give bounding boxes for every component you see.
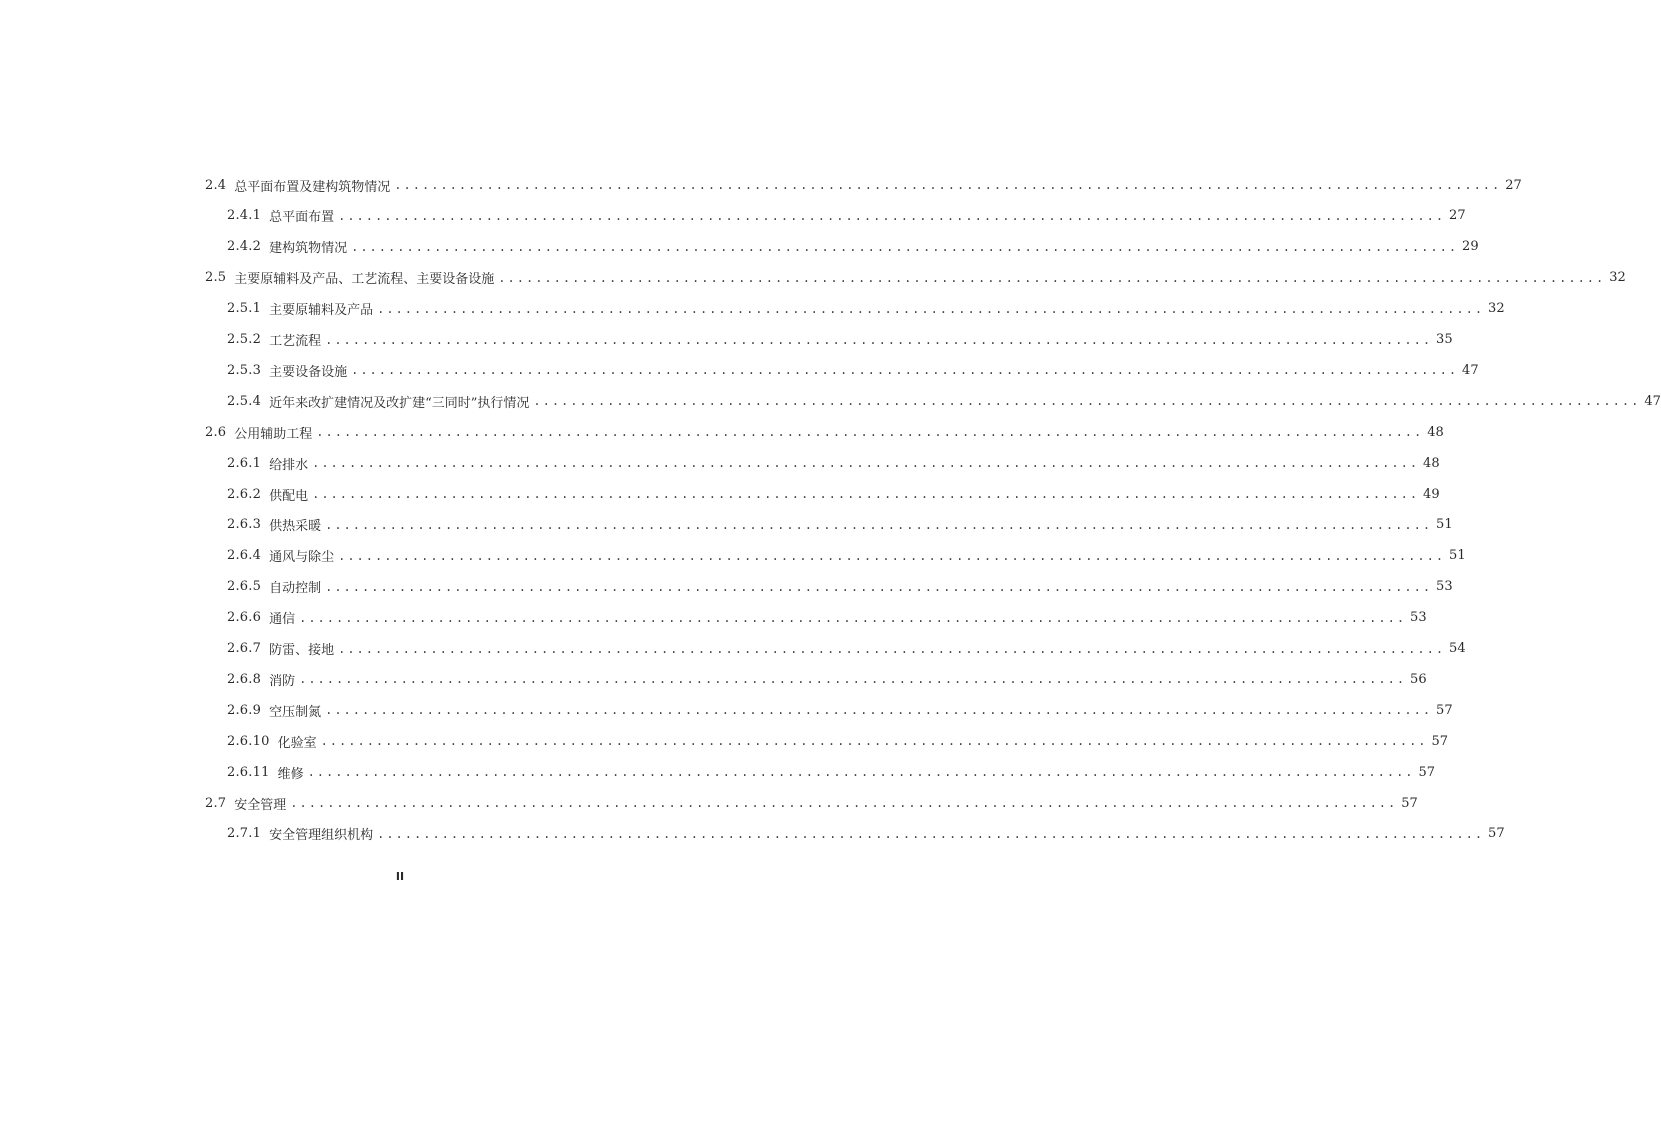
toc-entry-title: 主要原辅料及产品	[269, 303, 374, 319]
toc-dot-leader: ........................................................................................................................	[338, 208, 1446, 223]
toc-entry-page: 47	[1644, 393, 1661, 409]
toc-entry-title: 总平面布置及建构筑物情况	[234, 179, 391, 195]
toc-entry-number: 2.6.6	[227, 610, 262, 626]
toc-entry-number: 2.4.2	[227, 239, 262, 255]
toc-entry-page: 57	[1401, 795, 1418, 811]
page-number-footer: II	[395, 870, 405, 883]
toc-entry-page: 32	[1488, 301, 1505, 317]
toc-entry[interactable]	[227, 572, 1453, 602]
toc-entry-page: 57	[1431, 733, 1449, 749]
toc-dot-leader: ........................................................................................................................	[338, 641, 1446, 656]
toc-dot-leader: ........................................................................................................................	[299, 610, 1407, 625]
toc-entry-page: 56	[1410, 671, 1427, 687]
toc-entry-page: 27	[1505, 177, 1522, 193]
toc-dot-leader: ........................................................................................................................	[533, 394, 1641, 409]
toc-entry-title: 安全管理	[234, 797, 287, 813]
toc-entry-page: 51	[1436, 517, 1453, 533]
toc-entry-number: 2.5.3	[227, 362, 262, 378]
toc-dot-leader: ........................................................................................................................	[312, 487, 1420, 501]
toc-dot-leader: ........................................................................................................................	[325, 332, 1433, 347]
toc-entry[interactable]	[227, 448, 1440, 478]
toc-entry[interactable]	[205, 417, 1444, 447]
toc-entry-page: 29	[1462, 239, 1479, 255]
toc-entry-title: 通风与除尘	[269, 550, 335, 566]
toc-entry[interactable]	[227, 695, 1453, 725]
toc-entry-title: 供配电	[269, 488, 309, 504]
toc-entry[interactable]	[227, 726, 1449, 756]
toc-entry-page: 57	[1488, 826, 1505, 842]
toc-entry[interactable]	[227, 232, 1479, 262]
toc-entry-page: 57	[1436, 702, 1453, 718]
toc-entry-title: 主要原辅料及产品、工艺流程、主要设备设施	[234, 272, 495, 288]
toc-entry-title: 供热采暖	[269, 519, 322, 535]
toc-entry[interactable]	[205, 170, 1522, 200]
toc-entry[interactable]	[227, 325, 1453, 355]
toc-entry-page: 32	[1609, 270, 1626, 286]
toc-entry-title: 总平面布置	[269, 210, 335, 226]
toc-entry-number: 2.7.1	[227, 826, 262, 842]
toc-entry-page: 53	[1436, 579, 1453, 595]
toc-entry-number: 2.6.2	[227, 486, 262, 502]
toc-dot-leader: ........................................................................................................................	[290, 796, 1398, 810]
toc-entry[interactable]	[227, 634, 1466, 664]
toc-entry-page: 48	[1423, 455, 1440, 471]
toc-entry[interactable]	[227, 510, 1453, 540]
toc-entry-title: 防雷、接地	[269, 643, 335, 658]
toc-entry-number: 2.7	[205, 795, 227, 811]
toc-entry[interactable]	[227, 819, 1505, 849]
toc-dot-leader: ........................................................................................................................	[498, 270, 1606, 285]
toc-entry[interactable]	[227, 664, 1427, 694]
toc-entry-number: 2.6.7	[227, 641, 262, 656]
toc-dot-leader: ........................................................................................................................	[320, 734, 1428, 749]
toc-entry-number: 2.6.3	[227, 517, 262, 533]
toc-dot-leader: ........................................................................................................................	[377, 301, 1485, 316]
toc-entry-number: 2.6.8	[227, 671, 262, 687]
toc-entry-title: 主要设备设施	[269, 364, 348, 380]
toc-entry[interactable]	[227, 757, 1436, 787]
toc-dot-leader: ........................................................................................................................	[377, 826, 1485, 841]
toc-entry-page: 48	[1427, 424, 1444, 440]
toc-entry-page: 49	[1423, 486, 1440, 502]
toc-entry-number: 2.6.10	[227, 733, 270, 749]
toc-entry-page: 35	[1436, 332, 1453, 347]
toc-entry[interactable]	[205, 788, 1418, 818]
toc-entry-number: 2.5.2	[227, 332, 262, 347]
toc-entry-title: 给排水	[269, 457, 309, 473]
toc-entry-title: 近年来改扩建情况及改扩建“三同时”执行情况	[269, 395, 530, 411]
toc-entry[interactable]	[227, 201, 1466, 231]
toc-entry-title: 通信	[269, 612, 296, 628]
toc-entry-title: 空压制氮	[269, 704, 322, 720]
toc-entry-number: 2.5.4	[227, 393, 262, 409]
toc-entry-page: 53	[1410, 610, 1427, 626]
toc-entry[interactable]	[227, 603, 1427, 633]
toc-entry-page: 57	[1418, 764, 1436, 780]
toc-entry-title: 公用辅助工程	[234, 426, 313, 442]
toc-dot-leader: ........................................................................................................................	[351, 239, 1459, 254]
toc-entry-number: 2.4.1	[227, 208, 262, 224]
toc-entry[interactable]	[227, 479, 1440, 509]
toc-entry[interactable]	[227, 355, 1479, 385]
toc-entry[interactable]	[227, 386, 1661, 416]
toc-entry-title: 安全管理组织机构	[269, 828, 374, 844]
toc-entry-title: 工艺流程	[269, 334, 322, 349]
toc-entry-title: 自动控制	[269, 581, 322, 597]
toc-dot-leader: ........................................................................................................................	[312, 456, 1420, 471]
toc-entry-number: 2.6.9	[227, 702, 262, 718]
toc-dot-leader: ........................................................................................................................	[299, 672, 1407, 687]
toc-entry[interactable]	[227, 541, 1466, 571]
toc-dot-leader: ........................................................................................................................	[307, 765, 1415, 780]
toc-entry-title: 化验室	[277, 735, 317, 751]
toc-entry-number: 2.5	[205, 270, 227, 286]
toc-entry-page: 51	[1449, 548, 1466, 564]
toc-entry-number: 2.6.5	[227, 579, 262, 595]
toc-entry-number: 2.6.11	[227, 764, 270, 780]
toc-dot-leader: ........................................................................................................................	[351, 363, 1459, 378]
toc-dot-leader: ........................................................................................................................	[325, 703, 1433, 718]
toc-entry-number: 2.6	[205, 424, 227, 440]
toc-entry-number: 2.4	[205, 177, 227, 193]
toc-entry-number: 2.6.4	[227, 548, 262, 564]
toc-entry-page: 54	[1449, 641, 1466, 656]
toc-dot-leader: ........................................................................................................................	[338, 548, 1446, 563]
toc-dot-leader: ........................................................................................................................	[325, 579, 1433, 594]
toc-dot-leader: ........................................................................................................................	[394, 178, 1502, 192]
toc-entry-title: 建构筑物情况	[269, 241, 348, 257]
toc-entry-number: 2.5.1	[227, 301, 262, 317]
toc-entry-page: 27	[1449, 208, 1466, 224]
toc-dot-leader: ........................................................................................................................	[325, 517, 1433, 532]
toc-entry[interactable]	[205, 263, 1626, 293]
toc-entry-number: 2.6.1	[227, 455, 262, 471]
toc-dot-leader: ........................................................................................................................	[316, 425, 1424, 440]
toc-entry-title: 消防	[269, 673, 296, 689]
toc-entry-page: 47	[1462, 362, 1479, 378]
toc-entry-title: 维修	[277, 766, 304, 782]
toc-entry[interactable]	[227, 294, 1505, 324]
